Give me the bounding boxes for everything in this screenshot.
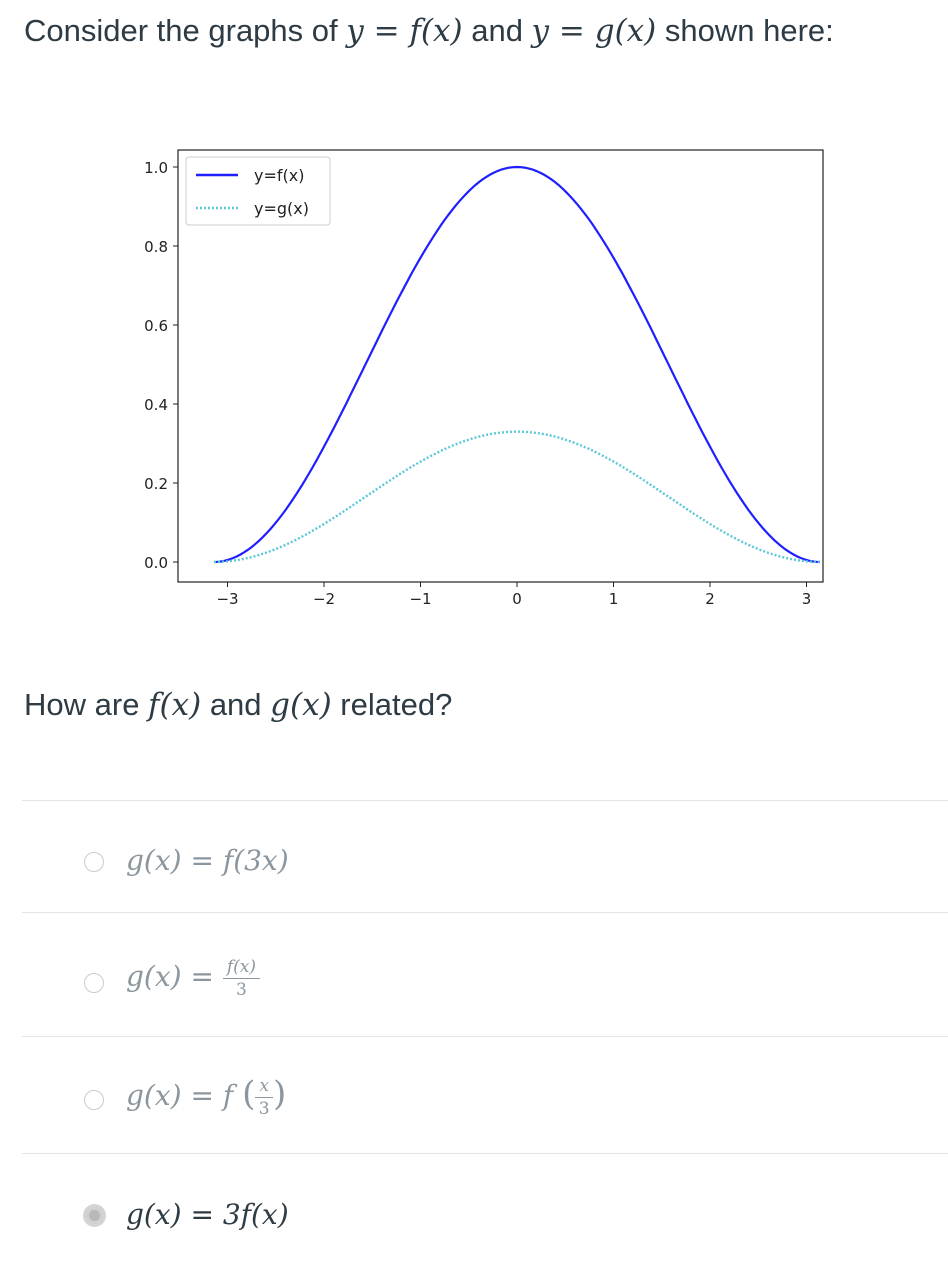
option-label[interactable] <box>126 1198 289 1231</box>
answer-option-3[interactable] <box>0 1048 948 1148</box>
option-rhs: f(3x) <box>222 844 289 877</box>
x-tick-label: −3 <box>216 590 239 608</box>
relation-and: and <box>201 687 271 722</box>
option-label[interactable] <box>126 844 289 877</box>
function-graph <box>0 130 948 610</box>
divider <box>22 912 948 913</box>
x-tick-label: 0 <box>512 590 522 608</box>
answer-option-1[interactable] <box>0 812 948 912</box>
relation-question <box>24 682 452 728</box>
divider <box>22 1036 948 1037</box>
y-tick-label: 0.4 <box>144 396 168 414</box>
prompt-and: and <box>462 13 532 48</box>
y-tick-label: 0.2 <box>144 475 168 493</box>
y-tick-label: 0.6 <box>144 317 168 335</box>
fraction-denominator: 3 <box>235 980 247 1000</box>
x-tick-label: −2 <box>312 590 336 608</box>
prompt-math-g: y = g(x) <box>531 13 657 49</box>
prompt-math-f: y = f(x) <box>346 13 463 49</box>
legend-label: y=g(x) <box>254 199 309 218</box>
fraction <box>223 957 260 1000</box>
divider <box>22 800 948 801</box>
option-label[interactable] <box>126 1074 286 1119</box>
option-lhs: g(x) <box>126 1079 182 1112</box>
option-eq: = <box>181 1198 223 1231</box>
option-label[interactable] <box>126 957 260 1000</box>
option-rhs: 3f(x) <box>222 1198 289 1231</box>
radio-button[interactable] <box>84 1090 104 1110</box>
radio-button-selected[interactable] <box>83 1204 106 1227</box>
x-tick-label: 2 <box>705 590 715 608</box>
relation-f: f(x) <box>148 687 202 723</box>
relation-g: g(x) <box>270 687 332 723</box>
option-rhs-f: f <box>222 1079 234 1112</box>
option-eq: = <box>181 960 223 993</box>
relation-prefix: How are <box>24 687 149 722</box>
answer-option-4[interactable] <box>0 1166 948 1266</box>
question-prompt <box>24 8 834 54</box>
fraction-denominator: 3 <box>258 1099 270 1119</box>
y-tick-label: 0.0 <box>144 554 168 572</box>
radio-button[interactable] <box>84 973 104 993</box>
left-paren: ( <box>242 1074 256 1114</box>
answer-option-2[interactable] <box>0 925 948 1025</box>
option-eq: = <box>181 1079 223 1112</box>
fraction <box>255 1076 273 1119</box>
x-tick-label: 3 <box>801 590 812 608</box>
fraction-numerator: f(x) <box>223 957 260 979</box>
divider <box>22 1153 948 1154</box>
x-tick-label: −1 <box>409 590 432 608</box>
y-tick-label: 0.8 <box>144 238 168 256</box>
option-eq: = <box>181 844 223 877</box>
y-tick-label: 1.0 <box>144 159 168 177</box>
legend-label: y=f(x) <box>254 166 305 185</box>
option-lhs: g(x) <box>126 960 182 993</box>
x-tick-label: 1 <box>608 590 619 608</box>
option-lhs: g(x) <box>126 1198 182 1231</box>
relation-suffix: related? <box>331 687 453 722</box>
prompt-suffix: shown here: <box>656 13 834 48</box>
right-paren: ) <box>272 1074 287 1114</box>
option-lhs: g(x) <box>126 844 182 877</box>
fraction-numerator: x <box>255 1076 273 1098</box>
prompt-text: Consider the graphs of <box>24 13 347 48</box>
radio-button[interactable] <box>84 852 104 872</box>
